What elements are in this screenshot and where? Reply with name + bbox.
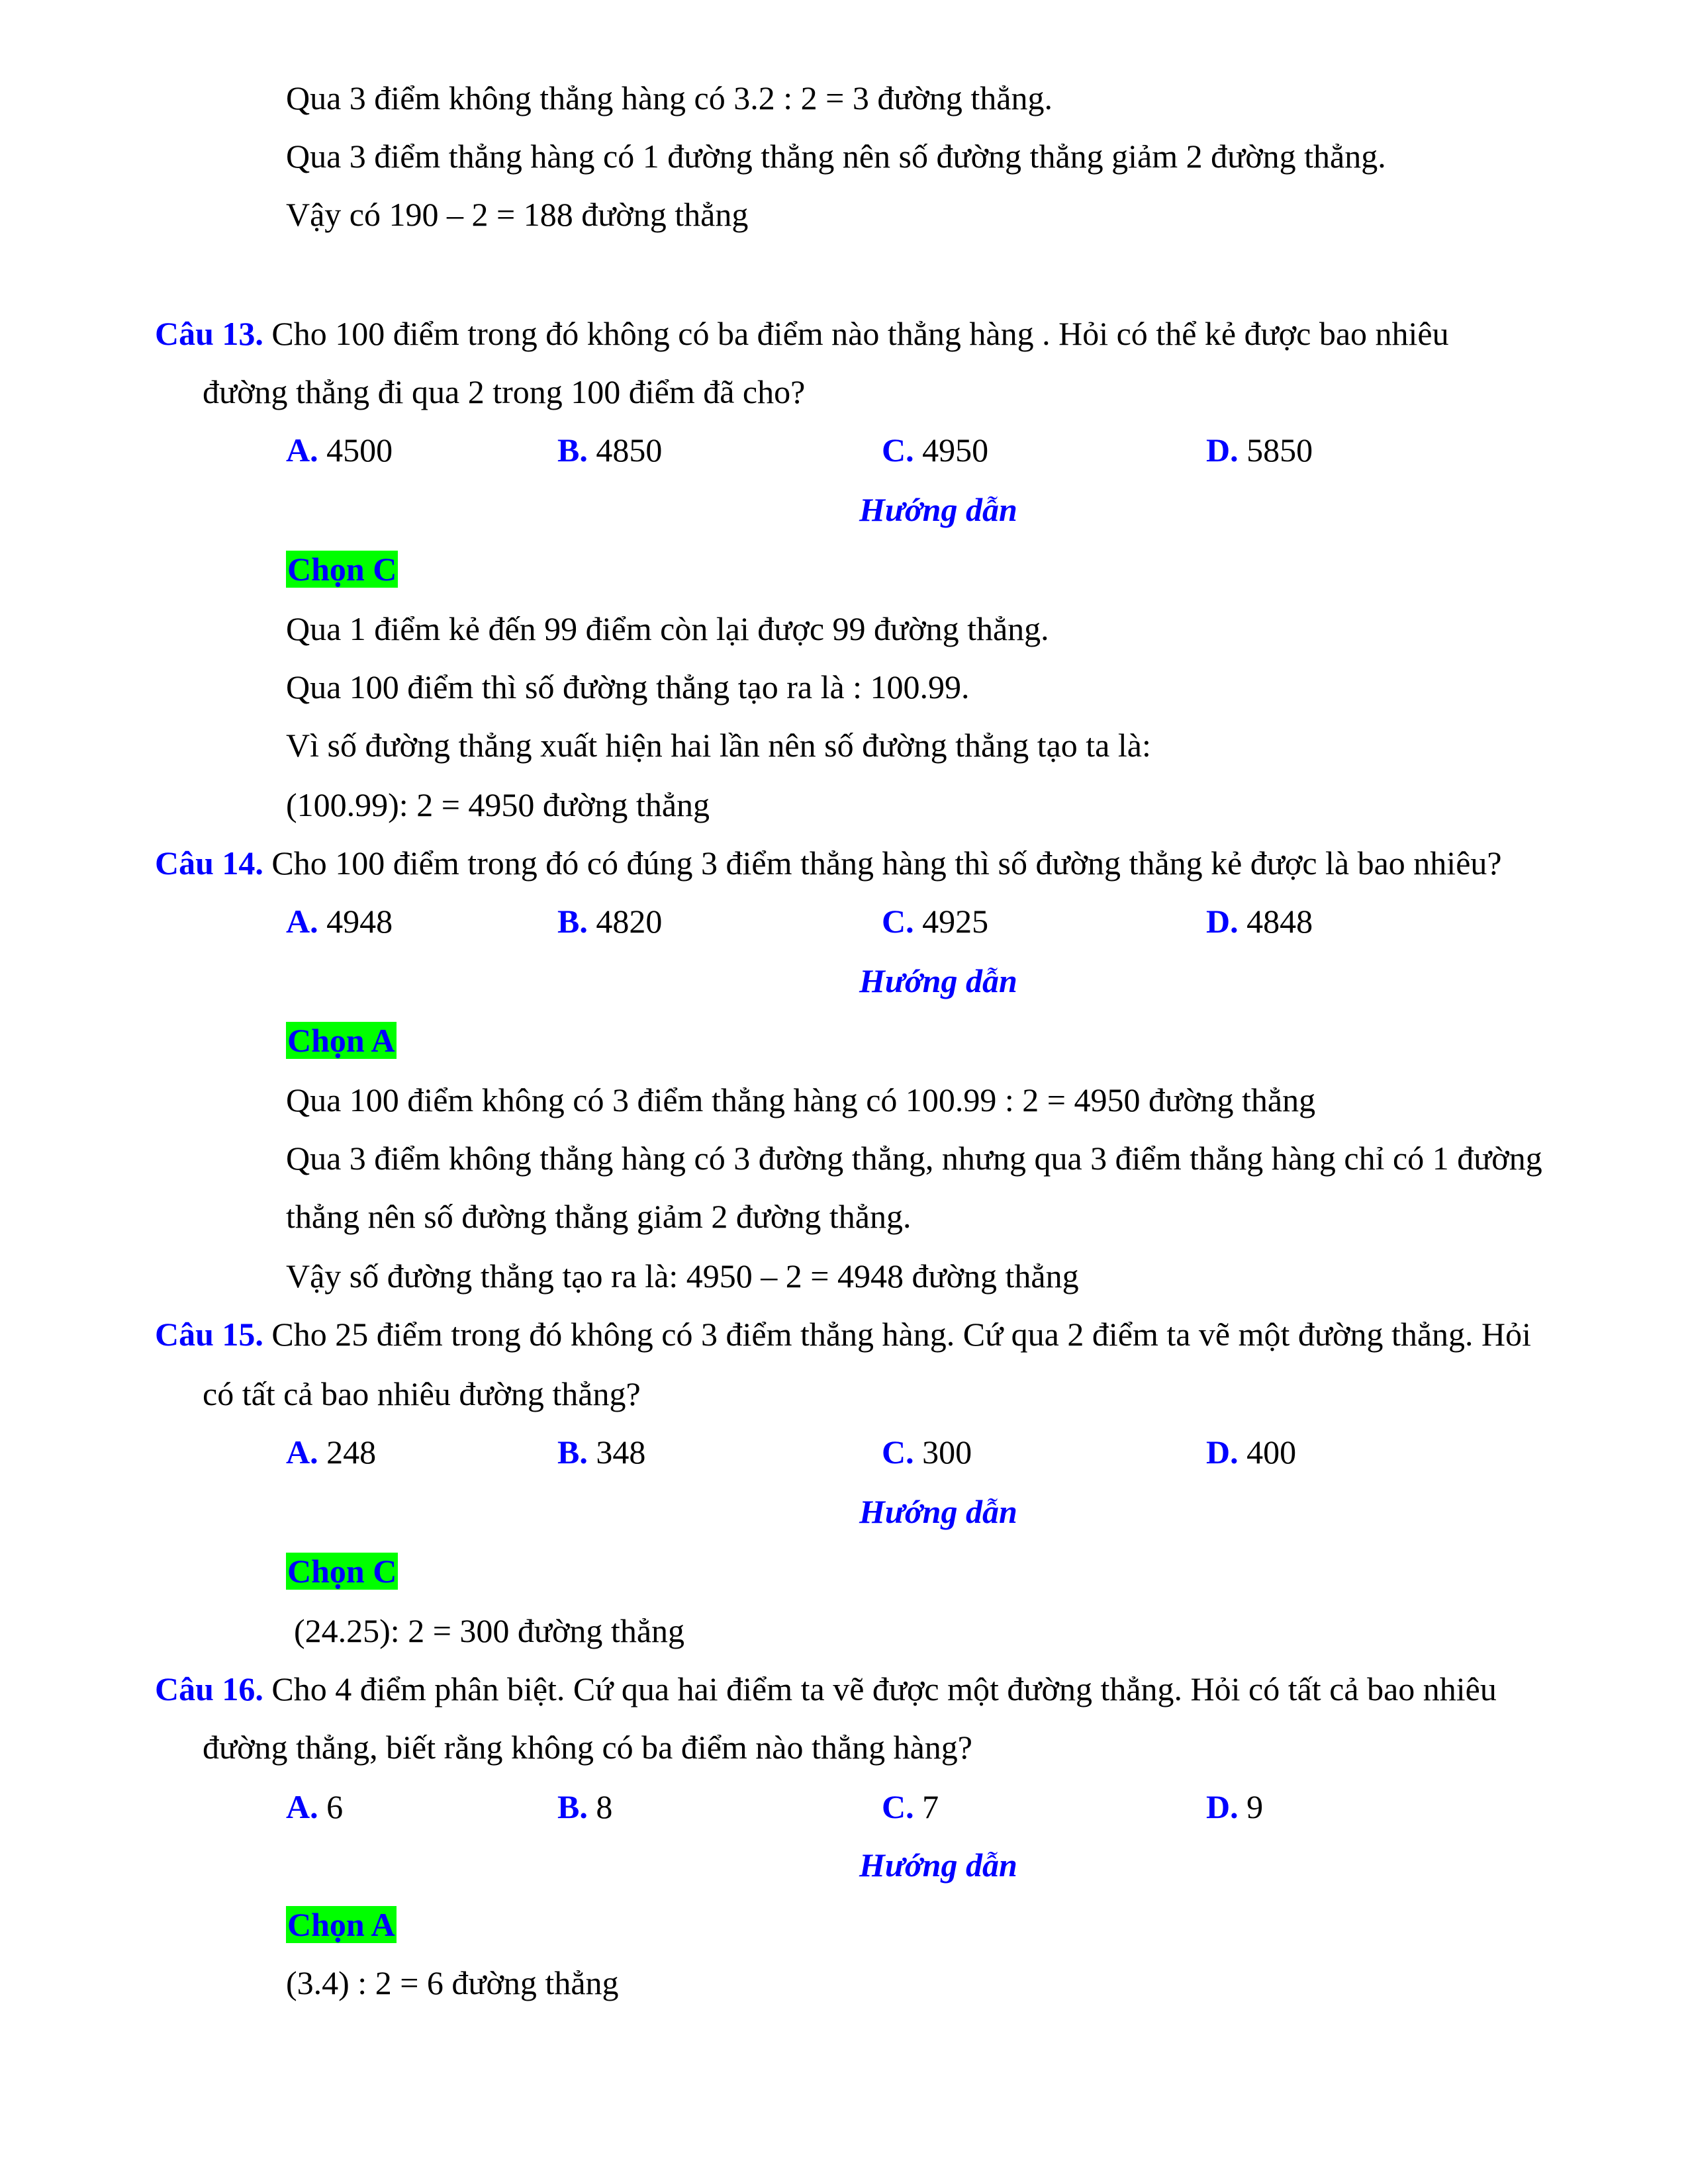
option-letter: B.: [557, 1433, 588, 1471]
option-value: 4850: [596, 432, 663, 469]
q13-option-b: [557, 430, 662, 470]
option-value: 4948: [326, 903, 393, 940]
question-13: [155, 314, 1449, 353]
option-value: 6: [326, 1788, 344, 1825]
q14-solution-line-2: Qua 3 điểm không thẳng hàng có 3 đường thẳng, nhưng qua 3 điểm thẳng hàng chỉ có 1 đường: [286, 1140, 1542, 1177]
q13-solution-line-2: Qua 100 điểm thì số đường thẳng tạo ra là : 100.99.: [286, 668, 970, 705]
q15-option-a: [286, 1432, 376, 1472]
q16-solution-line-1: (3.4) : 2 = 6 đường thẳng: [286, 1964, 619, 2001]
option-value: 4500: [326, 432, 393, 469]
q15-guide-heading: Hướng dẫn: [859, 1493, 1017, 1530]
question-14-text: Cho 100 điểm trong đó có đúng 3 điểm thẳng hàng thì số đường thẳng kẻ được là bao nhiêu?: [271, 844, 1502, 882]
option-value: 4820: [596, 903, 663, 940]
option-value: 9: [1246, 1788, 1264, 1825]
q16-answer: [286, 1905, 397, 1944]
option-value: 348: [596, 1433, 646, 1471]
q14-option-a: [286, 901, 393, 941]
chosen-answer-badge: Chọn A: [287, 1022, 395, 1059]
option-letter: D.: [1206, 1788, 1239, 1825]
question-13-text: Cho 100 điểm trong đó không có ba điểm nào thẳng hàng . Hỏi có thể kẻ được bao nhiêu: [271, 315, 1449, 352]
option-letter: A.: [286, 1433, 318, 1471]
q16-option-c: [882, 1787, 939, 1827]
question-13-label: Câu 13.: [155, 315, 263, 352]
question-16-text: Cho 4 điểm phân biệt. Cứ qua hai điểm ta vẽ được một đường thẳng. Hỏi có tất cả bao nhiêu: [271, 1670, 1497, 1707]
q14-solution-line-4: Vậy số đường thẳng tạo ra là: 4950 – 2 = 4948 đường thẳng: [286, 1257, 1079, 1295]
option-letter: D.: [1206, 903, 1239, 940]
q14-solution-line-3: thẳng nên số đường thẳng giảm 2 đường thẳng.: [286, 1198, 912, 1235]
q13-solution-line-1: Qua 1 điểm kẻ đến 99 điểm còn lại được 99 đường thẳng.: [286, 610, 1049, 647]
q14-answer: [286, 1021, 397, 1060]
intro-line-1: Qua 3 điểm không thẳng hàng có 3.2 : 2 = 3 đường thẳng.: [286, 79, 1053, 116]
option-value: 5850: [1246, 432, 1313, 469]
option-letter: C.: [882, 1788, 914, 1825]
q13-solution-line-3: Vì số đường thẳng xuất hiện hai lần nên số đường thẳng tạo ta là:: [286, 727, 1151, 764]
q13-answer: [286, 549, 398, 589]
question-16-label: Câu 16.: [155, 1670, 263, 1707]
q16-guide-heading: Hướng dẫn: [859, 1846, 1017, 1884]
option-letter: C.: [882, 432, 914, 469]
question-15-label: Câu 15.: [155, 1316, 263, 1353]
option-letter: A.: [286, 903, 318, 940]
q14-solution-line-1: Qua 100 điểm không có 3 điểm thẳng hàng có 100.99 : 2 = 4950 đường thẳng: [286, 1081, 1316, 1118]
question-14-label: Câu 14.: [155, 844, 263, 882]
q14-guide-heading: Hướng dẫn: [859, 962, 1017, 999]
intro-line-2: Qua 3 điểm thẳng hàng có 1 đường thẳng nên số đường thẳng giảm 2 đường thẳng.: [286, 138, 1386, 175]
q13-option-c: [882, 430, 988, 470]
option-letter: D.: [1206, 1433, 1239, 1471]
question-15-text-cont: có tất cả bao nhiêu đường thẳng?: [203, 1375, 641, 1412]
q16-option-d: [1206, 1787, 1263, 1827]
option-letter: A.: [286, 432, 318, 469]
option-value: 4950: [922, 432, 989, 469]
option-letter: A.: [286, 1788, 318, 1825]
chosen-answer-badge: Chọn C: [287, 1553, 397, 1590]
option-letter: D.: [1206, 432, 1239, 469]
option-value: 300: [922, 1433, 972, 1471]
chosen-answer-badge: Chọn C: [287, 551, 397, 588]
q15-option-d: [1206, 1432, 1296, 1472]
chosen-answer-badge: Chọn A: [287, 1906, 395, 1943]
option-value: 4925: [922, 903, 989, 940]
q13-solution-line-4: (100.99): 2 = 4950 đường thẳng: [286, 786, 710, 823]
option-letter: C.: [882, 1433, 914, 1471]
option-letter: B.: [557, 1788, 588, 1825]
question-16-text-cont: đường thẳng, biết rằng không có ba điểm nào thẳng hàng?: [203, 1729, 972, 1766]
q13-option-d: [1206, 430, 1313, 470]
q15-solution-line-1: (24.25): 2 = 300 đường thẳng: [294, 1612, 685, 1649]
q15-answer: [286, 1551, 398, 1591]
option-letter: B.: [557, 432, 588, 469]
q13-option-a: [286, 430, 393, 470]
q14-option-d: [1206, 901, 1313, 941]
q16-option-b: [557, 1787, 612, 1827]
option-value: 4848: [1246, 903, 1313, 940]
question-14: [155, 843, 1502, 883]
q13-guide-heading: Hướng dẫn: [859, 491, 1017, 528]
option-letter: B.: [557, 903, 588, 940]
intro-line-3: Vậy có 190 – 2 = 188 đường thẳng: [286, 196, 749, 233]
q15-option-b: [557, 1432, 645, 1472]
option-value: 8: [596, 1788, 613, 1825]
question-13-text-cont: đường thẳng đi qua 2 trong 100 điểm đã cho?: [203, 373, 806, 410]
q16-option-a: [286, 1787, 343, 1827]
q14-option-b: [557, 901, 662, 941]
question-16: [155, 1669, 1497, 1709]
question-15-text: Cho 25 điểm trong đó không có 3 điểm thẳng hàng. Cứ qua 2 điểm ta vẽ một đường thẳng. Hỏi: [271, 1316, 1532, 1353]
option-value: 400: [1246, 1433, 1297, 1471]
question-15: [155, 1314, 1531, 1354]
q15-option-c: [882, 1432, 972, 1472]
option-value: 248: [326, 1433, 377, 1471]
option-letter: C.: [882, 903, 914, 940]
q14-option-c: [882, 901, 988, 941]
option-value: 7: [922, 1788, 939, 1825]
